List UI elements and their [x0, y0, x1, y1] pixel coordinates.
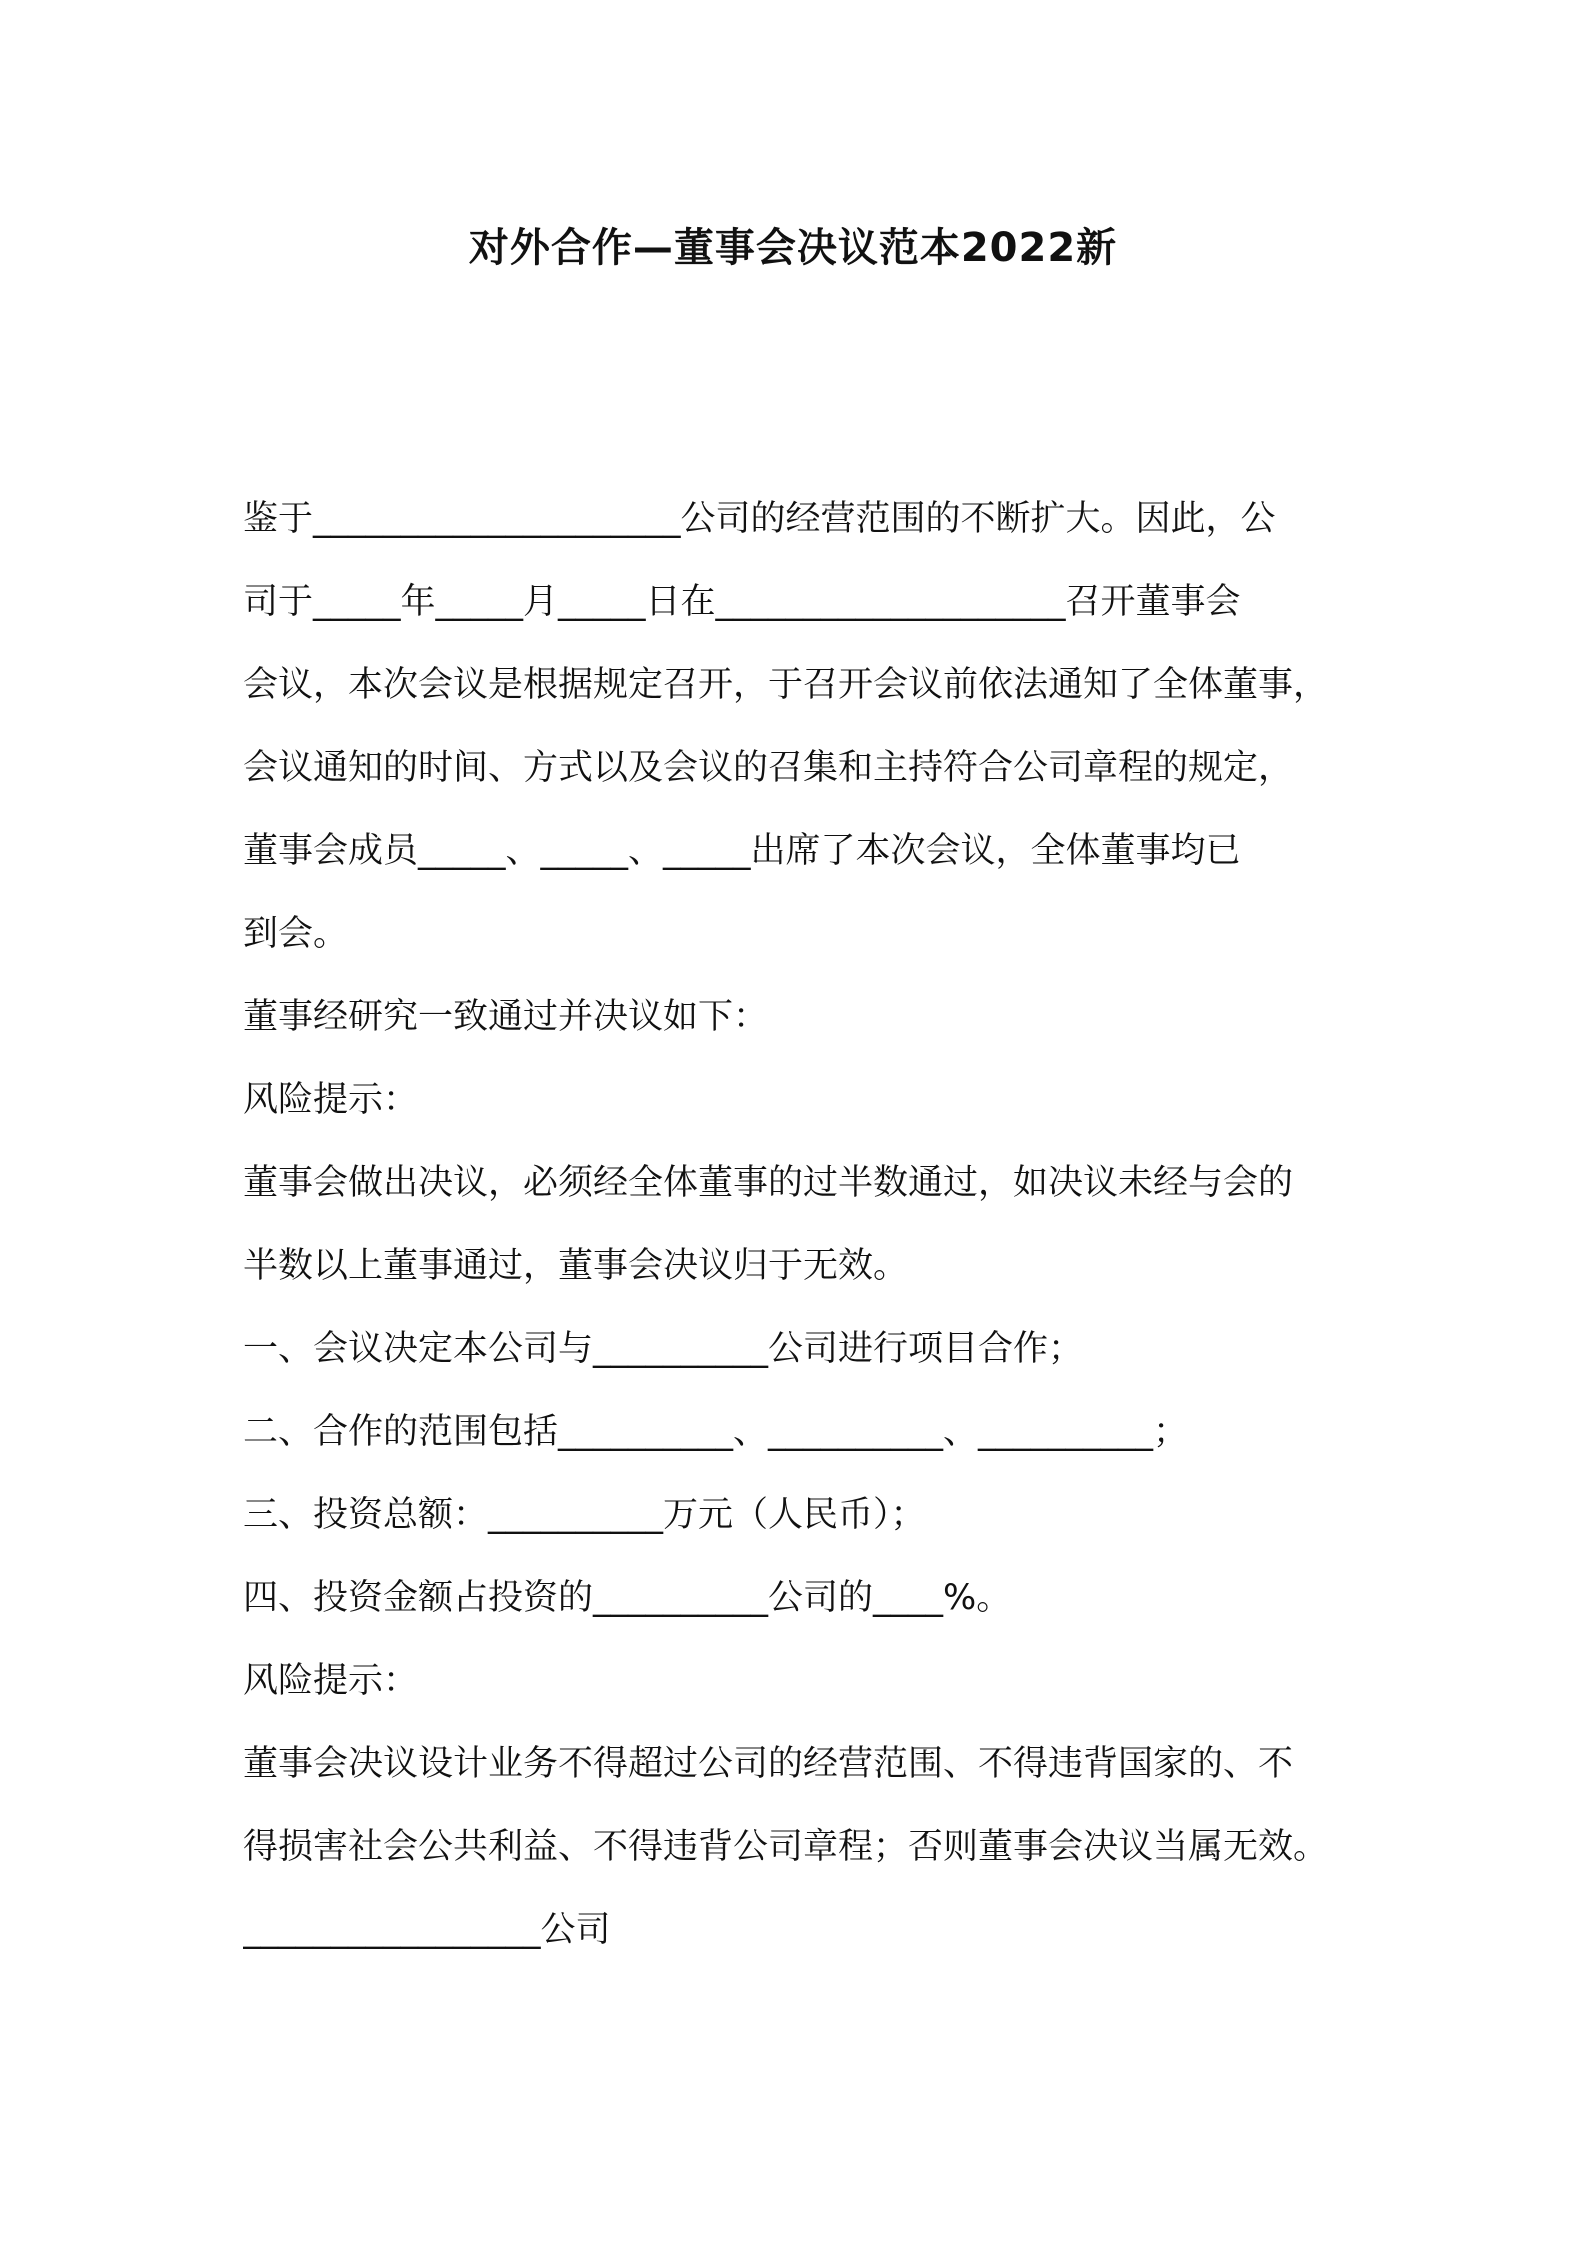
- body-line-7: 董事经研究一致通过并决议如下：: [243, 997, 769, 1037]
- body-line-3: 会议，本次会议是根据规定召开，于召开会议前依法通知了全体董事，: [243, 665, 1329, 705]
- resolution-item-2: 二、合作的范围包括__________、__________、__________；: [243, 1412, 1189, 1452]
- body-line-17: 得损害社会公共利益、不得违背公司章程；否则董事会决议当属无效。: [243, 1827, 1329, 1867]
- body-line-9: 董事会做出决议，必须经全体董事的过半数通过，如决议未经与会的: [243, 1163, 1294, 1203]
- resolution-item-3: 三、投资总额：__________万元（人民币）；: [243, 1495, 926, 1535]
- risk-heading-2: 风险提示：: [243, 1661, 419, 1701]
- body-line-4: 会议通知的时间、方式以及会议的召集和主持符合公司章程的规定，: [243, 748, 1294, 788]
- body-line-10: 半数以上董事通过，董事会决议归于无效。: [243, 1246, 909, 1286]
- body-line-1: 鉴于_____________________公司的经营范围的不断扩大。因此，公: [243, 499, 1276, 539]
- company-signature-line: _________________公司: [243, 1910, 611, 1950]
- resolution-item-4: 四、投资金额占投资的__________公司的____%。: [243, 1578, 1012, 1618]
- body-line-16: 董事会决议设计业务不得超过公司的经营范围、不得违背国家的、不: [243, 1744, 1294, 1784]
- body-line-5: 董事会成员_____、_____、_____出席了本次会议，全体董事均已: [243, 831, 1241, 871]
- resolution-item-1: 一、会议决定本公司与__________公司进行项目合作；: [243, 1329, 1084, 1369]
- risk-heading-1: 风险提示：: [243, 1080, 419, 1120]
- body-line-2: 司于_____年_____月_____日在____________________召开董事会: [243, 582, 1241, 622]
- body-line-6: 到会。: [243, 914, 349, 954]
- document-title: 对外合作—董事会决议范本2022新: [468, 225, 1118, 271]
- document-body: [243, 478, 1363, 1972]
